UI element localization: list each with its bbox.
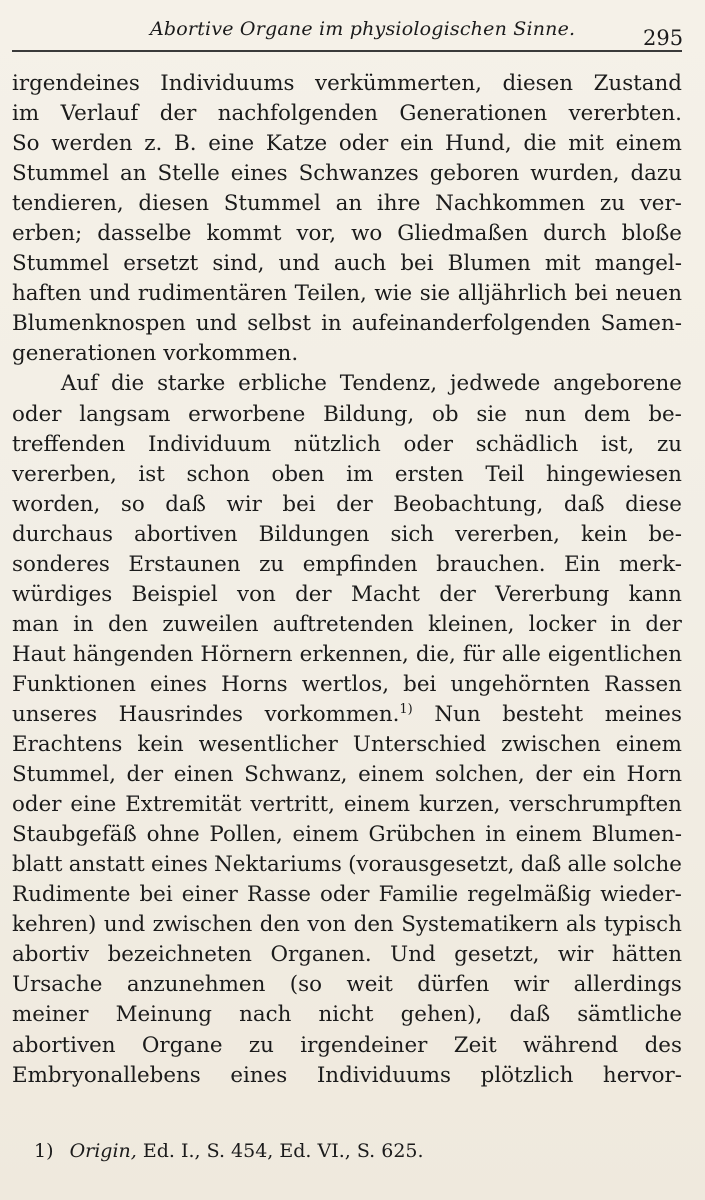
word: Horn [626, 762, 682, 788]
word: die, [415, 641, 456, 667]
word: der [295, 581, 332, 607]
word: blatt [12, 852, 63, 878]
word: Teilen, [294, 281, 367, 307]
word: be- [648, 521, 682, 547]
word: ein [582, 762, 616, 788]
text-line [12, 249, 682, 279]
word: und [278, 251, 320, 277]
word: Macht [350, 581, 420, 607]
word: Bildungen [258, 521, 370, 547]
word: sind, [212, 251, 265, 277]
word: Hund, [444, 131, 512, 157]
word: der [645, 611, 682, 637]
word: Individuum [147, 431, 272, 457]
word: Nektariums [214, 852, 342, 878]
word: würdiges [12, 581, 113, 607]
word: ist, [601, 431, 635, 457]
word: ungehörnten [450, 671, 591, 697]
word: Organen. [270, 942, 372, 968]
word: Horns [221, 671, 288, 697]
word: vertritt, [250, 792, 335, 818]
word: Rasse [247, 882, 311, 908]
word: wir [513, 972, 550, 998]
word: von [237, 581, 276, 607]
word: aufeinanderfolgenden [351, 311, 591, 337]
word: starke [157, 371, 226, 397]
word: Zustand [593, 71, 682, 96]
word: kann [628, 581, 682, 607]
word: Familie [378, 882, 459, 908]
text-line [12, 189, 682, 219]
word: neuen [615, 281, 682, 307]
word: in [485, 822, 506, 848]
word: vererben, [12, 461, 117, 487]
word: Embryonallebens [12, 1062, 201, 1088]
word: wir [226, 491, 262, 517]
word: Rudimente [12, 882, 131, 908]
word: alljährlich [457, 281, 568, 307]
word: Staubgefäß [12, 822, 137, 848]
word: wir [557, 942, 594, 968]
word: Zeit [453, 1032, 497, 1058]
word: geboren [429, 161, 520, 187]
word: Individuums [316, 1062, 452, 1088]
word: bei [400, 251, 434, 277]
text-line [12, 820, 682, 850]
word: an [335, 191, 363, 217]
word: allerdings [573, 972, 682, 998]
word: merk- [618, 551, 682, 577]
word: ist [138, 461, 165, 487]
text-line [12, 940, 682, 970]
text-line [12, 99, 682, 129]
word: kehren) [12, 912, 97, 938]
text-line [12, 610, 682, 640]
word: Samen- [600, 311, 682, 337]
running-title: Abortive Organe im physiologischen Sinne. [150, 18, 576, 40]
footnote-marker: 1) [34, 1140, 54, 1162]
word: wieder- [600, 882, 682, 908]
word: dem [583, 401, 631, 427]
word: (vorausgesetzt, [348, 852, 515, 878]
word: vor, [296, 221, 337, 247]
word: Schwanzes [298, 161, 419, 187]
word: weit [346, 972, 393, 998]
word: Systematikern [401, 912, 559, 938]
word: Stummel [223, 191, 321, 217]
word: eines [150, 671, 207, 697]
word: die [523, 131, 557, 157]
word: oder [338, 131, 389, 157]
word: bloße [621, 221, 682, 247]
word: der [439, 581, 476, 607]
word: So [12, 131, 40, 157]
word: ersetzt [123, 251, 199, 277]
word: bei [403, 671, 437, 697]
word: einen [173, 762, 234, 788]
word: der [126, 762, 164, 788]
word: oben [271, 461, 325, 487]
word: zu [259, 551, 285, 577]
text-line [12, 1061, 682, 1091]
word: Schwanz, [244, 762, 348, 788]
word: alle [501, 641, 541, 667]
word: nach [239, 1002, 292, 1028]
paragraph-first-line [12, 369, 682, 399]
text-line [12, 490, 682, 520]
word: eines [150, 852, 208, 878]
word: anstatt [68, 852, 145, 878]
word: sämtliche [577, 1002, 682, 1028]
word: dazu [630, 161, 682, 187]
text-line [12, 279, 682, 309]
word: rudimentären [137, 281, 288, 307]
word: im [12, 101, 40, 127]
word: diesen [502, 71, 574, 96]
word: diesen [138, 191, 210, 217]
word: selbst [247, 311, 311, 337]
word: locker [528, 611, 597, 637]
word: erkennen, [299, 641, 409, 667]
word: der [535, 762, 572, 788]
text-line [12, 580, 682, 610]
word: typisch [603, 912, 682, 938]
word: abortiven [134, 521, 238, 547]
word: werden [51, 131, 133, 157]
word: abortiv [12, 942, 90, 968]
word: einem [615, 732, 682, 758]
word: Hausrindes [118, 701, 243, 727]
word: Auf [60, 371, 99, 397]
word: der [336, 491, 373, 517]
word: diese [625, 491, 682, 517]
word: verkümmerten, [314, 71, 482, 96]
word: treffenden [12, 431, 126, 457]
text-line [12, 339, 682, 369]
text-line [12, 460, 682, 490]
word: man [12, 611, 59, 637]
text-line [12, 400, 682, 430]
word: einem [515, 822, 582, 848]
text-line [12, 520, 682, 550]
word: mit [544, 251, 581, 277]
word: ersten [394, 461, 464, 487]
word: Teil [485, 461, 525, 487]
word: der [159, 101, 197, 127]
word: Stelle [157, 161, 220, 187]
word: sie [419, 281, 451, 307]
word: langsam [79, 401, 171, 427]
word: und [195, 311, 238, 337]
word: einem [292, 822, 359, 848]
word: erworbene [188, 401, 306, 427]
word: brauchen. [436, 551, 546, 577]
word: Blumen [447, 251, 531, 277]
word: bei [282, 491, 316, 517]
word: vorkommen. [163, 341, 299, 367]
text-line [12, 219, 682, 249]
word: Pollen, [209, 822, 283, 848]
text-line [12, 730, 682, 760]
word: haften [12, 281, 82, 307]
word: eines [230, 1062, 288, 1088]
page-number: 295 [643, 26, 684, 50]
word: solche [612, 852, 682, 878]
footnote [34, 1140, 424, 1162]
word: nicht [318, 1002, 374, 1028]
word: B. [174, 131, 197, 157]
word: dürfen [417, 972, 490, 998]
word: die [110, 371, 145, 397]
word: eine [208, 131, 255, 157]
word: oder [12, 401, 62, 427]
word: bei [139, 882, 173, 908]
text-line [12, 1031, 682, 1061]
word: in [610, 611, 632, 637]
word: Rassen [604, 671, 682, 697]
word: von [307, 912, 347, 938]
word: hervor- [602, 1062, 682, 1088]
text-line [12, 550, 682, 580]
word: Meinung [115, 1002, 212, 1028]
word: Tendenz, [339, 371, 438, 397]
word: generationen [12, 341, 157, 367]
word: daß [563, 491, 605, 517]
text-line [12, 880, 682, 910]
word: hängenden [72, 641, 194, 667]
word: Stummel [12, 251, 110, 277]
footnote-source: Origin, [69, 1140, 137, 1162]
word: ver- [639, 191, 682, 217]
word: plötzlich [480, 1062, 574, 1088]
word: Individuums [160, 71, 295, 96]
word: sich [390, 521, 435, 547]
footnote-text: Ed. I., S. 454, Ed. VI., S. 625. [142, 1140, 424, 1162]
word: eine [70, 792, 117, 818]
word: ein [399, 131, 434, 157]
word: Ein [564, 551, 601, 577]
word: den [353, 912, 394, 938]
word: Ursache [12, 972, 103, 998]
word: kommt [206, 221, 282, 247]
word: oder [12, 792, 62, 818]
word: jedwede [449, 371, 541, 397]
text-line [12, 129, 682, 159]
word: solchen, [434, 762, 525, 788]
word: an [120, 161, 147, 187]
word: Blumen- [591, 822, 682, 848]
word: sonderes [12, 551, 110, 577]
word: zwischen [152, 912, 253, 938]
word: schädlich [475, 431, 579, 457]
word: im [346, 461, 374, 487]
word: für [462, 641, 495, 667]
text-line [12, 159, 682, 189]
text-line [12, 790, 682, 820]
word: hingewiesen [545, 461, 682, 487]
word: gehen), [400, 1002, 483, 1028]
word: einer [181, 882, 238, 908]
word: vorkommen.$^{1)}$ [264, 701, 413, 727]
word: Vererbung [495, 581, 610, 607]
word: Unterschied [352, 732, 487, 758]
word: kurzen, [418, 792, 501, 818]
word: des [644, 1032, 682, 1058]
text-line [12, 850, 682, 880]
text-line-with-footnote-ref [12, 700, 682, 730]
word: irgendeiner [300, 1032, 428, 1058]
word: erbliche [238, 371, 327, 397]
word: zwischen [501, 732, 601, 758]
word: vererbten. [568, 101, 682, 127]
word: Verlauf [60, 101, 139, 127]
header-rule [12, 50, 682, 52]
text-line [12, 1000, 682, 1030]
text-line [12, 640, 682, 670]
word: wesentlicher [198, 732, 338, 758]
text-line [12, 309, 682, 339]
word: Und [390, 942, 436, 968]
word: abortiven [12, 1032, 116, 1058]
word: in [73, 611, 94, 637]
word: zu [248, 1032, 274, 1058]
word: zuweilen [162, 611, 259, 637]
word: nun [524, 401, 567, 427]
word: nachfolgenden [217, 101, 378, 127]
word: Beobachtung, [393, 491, 544, 517]
word: besteht [502, 701, 584, 727]
word: gesetzt, [454, 942, 540, 968]
word: Erachtens [12, 732, 123, 758]
running-header [0, 14, 705, 48]
text-line [12, 910, 682, 940]
word: Nun [434, 701, 481, 727]
word: worden, [12, 491, 101, 517]
word: einem [343, 792, 411, 818]
word: vererben, [455, 521, 560, 547]
word: bei [574, 281, 608, 307]
word: be- [648, 401, 682, 427]
word: angeborene [553, 371, 682, 397]
word: sie [476, 401, 507, 427]
word: Erstaunen [128, 551, 241, 577]
text-line [12, 69, 682, 99]
word: (so [289, 972, 322, 998]
text-line [12, 430, 682, 460]
word: wo [351, 221, 383, 247]
word: oder [403, 431, 453, 457]
word: wie [374, 281, 413, 307]
word: eines [230, 161, 288, 187]
word: irgendeines [12, 71, 140, 96]
word: in [321, 311, 342, 337]
word: mit [568, 131, 604, 157]
word: Stummel, [12, 762, 116, 788]
text-line [12, 670, 682, 700]
word: auch [333, 251, 387, 277]
word: Grübchen [368, 822, 476, 848]
word: Hörnern [200, 641, 293, 667]
word: Katze [265, 131, 328, 157]
word: den [259, 912, 300, 938]
word: dasselbe [97, 221, 192, 247]
word: daß [509, 1002, 551, 1028]
word: meiner [12, 1002, 89, 1028]
word: zu [599, 191, 625, 217]
word: durchaus [12, 521, 113, 547]
word: Bildung, [323, 401, 415, 427]
footnote-reference: 1) [399, 701, 413, 717]
word: Generationen [399, 101, 548, 127]
word: bezeichneten [107, 942, 252, 968]
word: Blumenknospen [12, 311, 186, 337]
word: Stummel [12, 161, 110, 187]
word: oder [320, 882, 370, 908]
word: kein [137, 732, 184, 758]
word: Nachkommen [435, 191, 586, 217]
word: durch [543, 221, 607, 247]
word: nützlich [293, 431, 381, 457]
word: Gliedmaßen [397, 221, 529, 247]
word: unseres [12, 701, 98, 727]
word: auftretenden [272, 611, 414, 637]
word: eigentlichen [547, 641, 682, 667]
word: Beispiel [131, 581, 218, 607]
word: den [107, 611, 149, 637]
word: daß [165, 491, 206, 517]
word: daß [520, 852, 562, 878]
word: einem [615, 131, 682, 157]
word: und [89, 281, 131, 307]
word: tendieren, [12, 191, 124, 217]
word: mangel- [594, 251, 682, 277]
word: wertlos, [301, 671, 389, 697]
word: so [120, 491, 145, 517]
word: Organe [141, 1032, 223, 1058]
word: verschrumpften [509, 792, 682, 818]
word: als [565, 912, 597, 938]
word: ob [432, 401, 459, 427]
word: Extremität [125, 792, 242, 818]
word: regelmäßig [467, 882, 592, 908]
word: anzunehmen [126, 972, 266, 998]
word: einem [358, 762, 425, 788]
word: meines [604, 701, 682, 727]
word: erben; [12, 221, 83, 247]
word: kein [581, 521, 628, 547]
text-line [12, 970, 682, 1000]
word: und [103, 912, 146, 938]
word: kleinen, [428, 611, 515, 637]
word: Haut [12, 641, 66, 667]
word: zu [656, 431, 682, 457]
word: ohne [146, 822, 200, 848]
word: z. [144, 131, 163, 157]
text-line [12, 760, 682, 790]
word: während [523, 1032, 619, 1058]
word: schon [186, 461, 250, 487]
word: alle [567, 852, 607, 878]
word: wurden, [530, 161, 620, 187]
word: Funktionen [12, 671, 136, 697]
body-text [12, 69, 682, 1091]
word: hätten [611, 942, 682, 968]
word: empfinden [302, 551, 418, 577]
word: ihre [376, 191, 421, 217]
